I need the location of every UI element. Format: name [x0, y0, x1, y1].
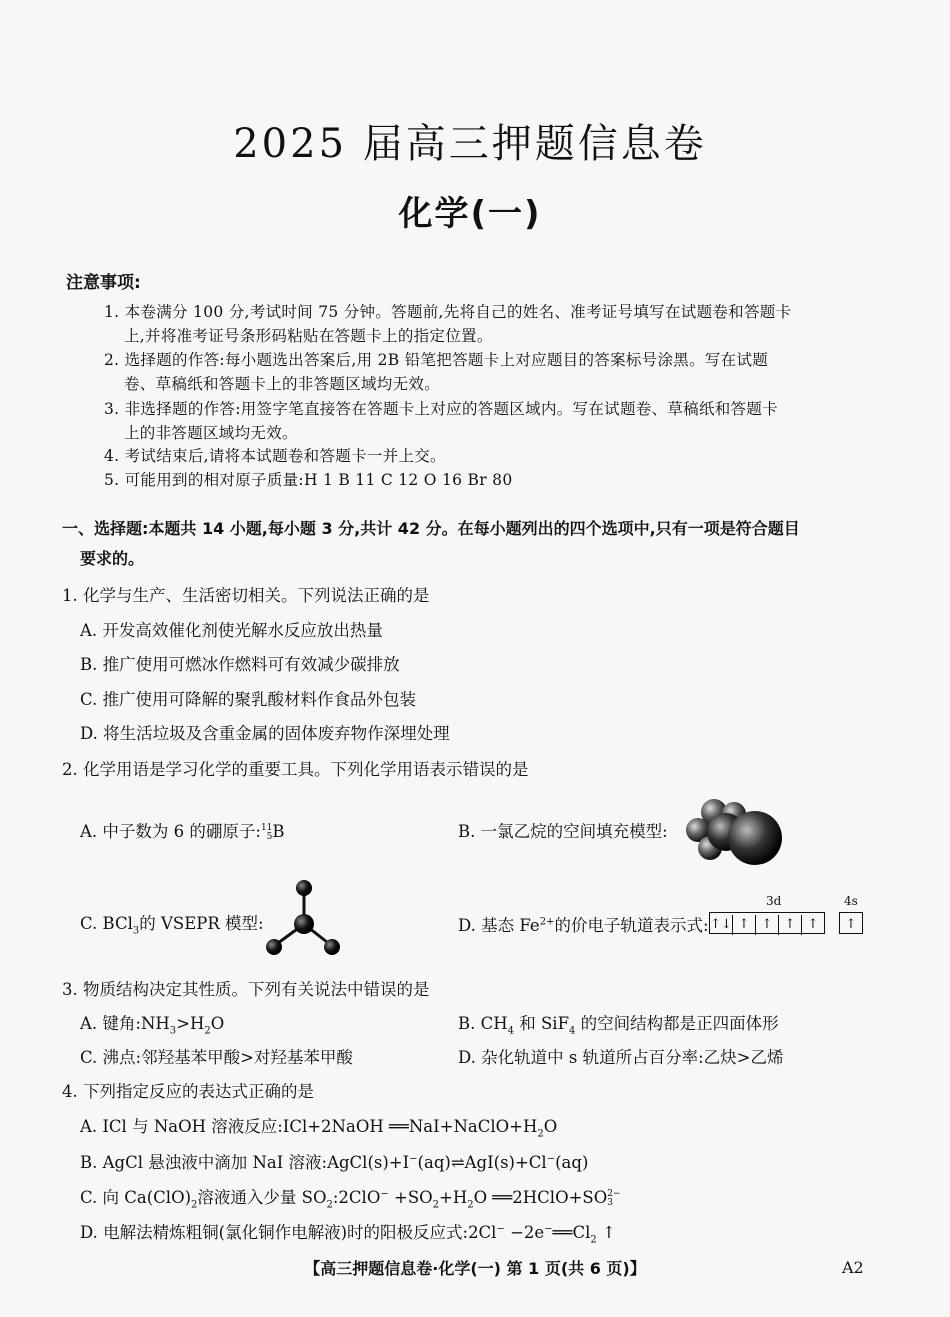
q2-option-b: B. 一氯乙烷的空间填充模型: — [458, 822, 668, 841]
notice-line: 卷、草稿纸和答题卡上的非答题区域均无效。 — [124, 375, 441, 393]
page-footer: 【高三押题信息卷·化学(一) 第 1 页(共 6 页)】 — [304, 1259, 646, 1278]
notice-line: 3. 非选择题的作答:用签字笔直接答在答题卡上对应的答题区域内。写在试题卷、草稿纸和答题卡 — [104, 400, 778, 418]
q1-option-c: C. 推广使用可降解的聚乳酸材料作食品外包装 — [80, 690, 417, 709]
q2-option-d: D. 基态 $Fe^{2+}$的价电子轨道表示式: — [458, 916, 709, 935]
notice-line: 2. 选择题的作答:每小题选出答案后,用 2B 铅笔把答题卡上对应题目的答案标号涂黑。写在试题 — [104, 351, 769, 369]
question-4-stem: 4. 下列指定反应的表达式正确的是 — [62, 1082, 314, 1101]
section-heading-cont: 要求的。 — [80, 549, 145, 568]
orbital-box: ↑ — [807, 917, 819, 932]
q3-option-b: B. $CH_4$ 和 SiF$_4$ 的空间结构都是正四面体形 — [458, 1014, 779, 1037]
sulfite-charge: 2− 3 — [607, 1188, 621, 1208]
q3-option-a: A. 键角$:NH_3>H_2O$ — [80, 1014, 225, 1037]
q4-option-d: D. 电解法精炼粗铜(氯化铜作电解液)时的阳极反应式:2Cl− $-2e^-══Cl_2$ ↑ — [80, 1223, 616, 1246]
q3-option-c: C. 沸点:邻羟基苯甲酸>对羟基苯甲酸 — [80, 1048, 353, 1067]
orbital-box: ↑ — [779, 915, 802, 935]
q1-option-d: D. 将生活垃圾及含重金属的固体废弃物作深埋处理 — [80, 724, 450, 743]
notice-line: 1. 本卷满分 100 分,考试时间 75 分钟。答题前,先将自己的姓名、准考证号填写在试题卷和答题卡 — [104, 303, 792, 321]
q4-option-b: B. AgCl 悬浊液中滴加 NaI 溶液:AgCl(s)+I−(aq)⇌AgI(s)+Cl−(aq) — [80, 1153, 589, 1172]
q4-option-a: A. ICl 与 NaOH 溶液反应:ICl+2NaOH $══NaI+NaClO+H_2O$ — [80, 1117, 558, 1140]
nuclide-notation: 11 5 — [260, 822, 273, 842]
space-filling-model-icon — [680, 790, 790, 870]
paper-code: A2 — [842, 1258, 864, 1277]
notice-line: 上,并将准考证号条形码粘贴在答题卡上的指定位置。 — [124, 327, 493, 345]
vsepr-model-icon — [262, 878, 346, 960]
notice-line: 上的非答题区域均无效。 — [124, 424, 298, 442]
q1-option-a: A. 开发高效催化剂使光解水反应放出热量 — [80, 621, 383, 640]
question-2-stem: 2. 化学用语是学习化学的重要工具。下列化学用语表示错误的是 — [62, 760, 529, 779]
q4-option-c: C. 向 $Ca(ClO)_2$溶液通入少量 $SO_2:2ClO^- +SO_2+H_2O$ ══2HClO+SO 2− 3 — [80, 1188, 621, 1211]
orbital-diagram-4s — [839, 912, 863, 934]
q3-option-d: D. 杂化轨道中 s 轨道所占百分率:乙炔>乙烯 — [458, 1048, 784, 1067]
q2-a-text: A. 中子数为 6 的硼原子: — [80, 822, 261, 841]
q2-option-a: A. 中子数为 6 的硼原子: 11 5 B — [80, 822, 285, 842]
question-1-stem: 1. 化学与生产、生活密切相关。下列说法正确的是 — [62, 586, 430, 605]
section-heading: 一、选择题:本题共 14 小题,每小题 3 分,共计 42 分。在每小题列出的四个选项中,只有一项是符合题目 — [62, 519, 800, 538]
orbital-diagram-3d — [709, 912, 825, 934]
q2-option-c: C. BCl$_3$的 VSEPR 模型: — [80, 914, 264, 937]
orbital-box: ↑↓ — [710, 915, 733, 935]
notice-line: 4. 考试结束后,请将本试题卷和答题卡一并上交。 — [104, 447, 446, 465]
orbital-box: ↑ — [733, 915, 756, 935]
q1-option-b: B. 推广使用可燃冰作燃料可有效减少碳排放 — [80, 655, 400, 674]
orbital-box: ↑ — [756, 915, 779, 935]
exam-title: 2025 届高三押题信息卷 — [233, 121, 707, 167]
notice-line: 5. 可能用到的相对原子质量:H 1 B 11 C 12 O 16 Br 80 — [104, 471, 513, 489]
notice-heading: 注意事项: — [66, 273, 141, 293]
subject-title: 化学(一) — [398, 194, 542, 234]
orbital-label-3d: 3d — [766, 894, 782, 908]
orbital-label-4s: 4s — [844, 894, 858, 908]
orbital-box: ↑ — [845, 917, 857, 932]
question-3-stem: 3. 物质结构决定其性质。下列有关说法中错误的是 — [62, 980, 430, 999]
